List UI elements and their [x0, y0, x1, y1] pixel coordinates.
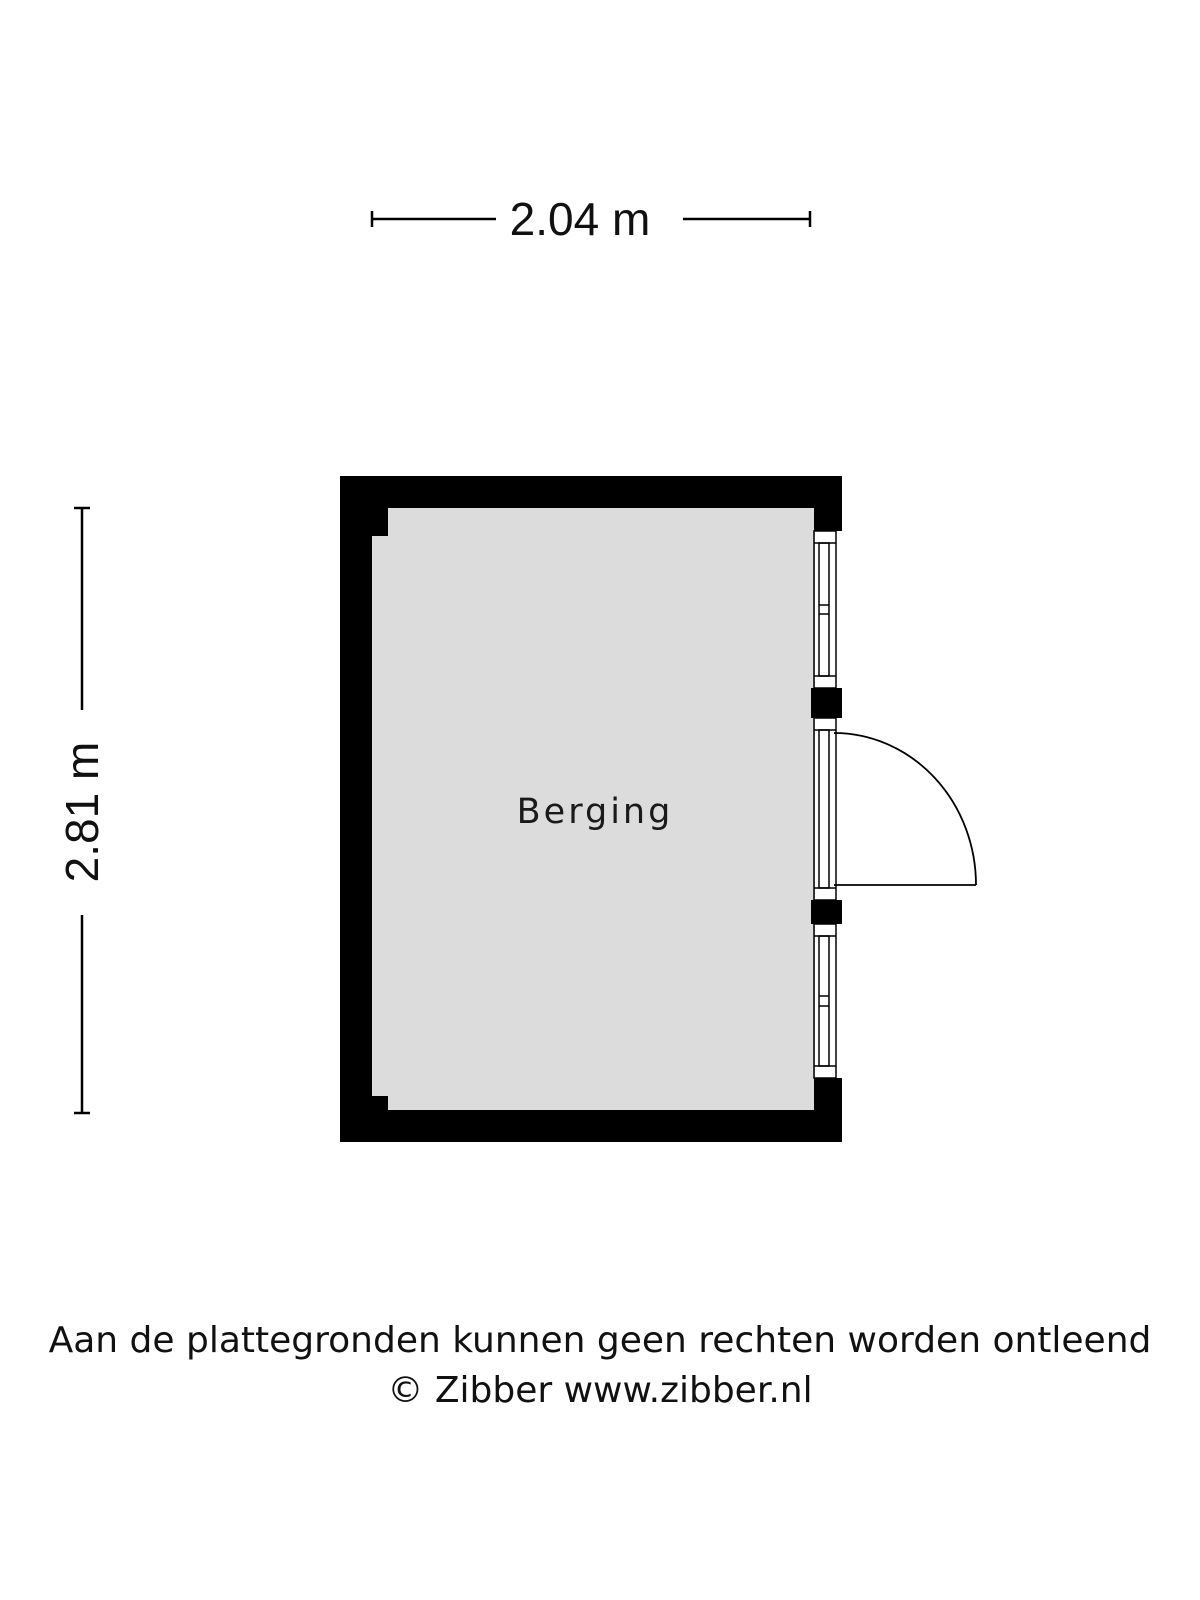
wall-left-nub-top	[372, 508, 388, 536]
width-dimension-label: 2.04 m	[509, 193, 651, 245]
door-frame	[814, 718, 836, 900]
wall-right-bottom	[814, 1078, 842, 1142]
window-upper	[814, 531, 836, 688]
copyright-text: © Zibber www.zibber.nl	[387, 1370, 813, 1411]
footer	[0, 1316, 1200, 1416]
disclaimer-text: Aan de plattegronden kunnen geen rechten worden ontleend	[48, 1320, 1152, 1361]
wall-top	[340, 476, 842, 508]
room-label-berging: Berging	[516, 792, 674, 832]
wall-bottom	[340, 1110, 842, 1142]
window-lower	[814, 924, 836, 1078]
door-swing	[834, 733, 976, 885]
height-dimension-text: 2.81 m	[56, 741, 108, 883]
pillar-lower	[811, 900, 842, 924]
wall-left	[340, 476, 372, 1142]
wall-right-top	[814, 476, 842, 531]
pillar-upper	[811, 688, 842, 718]
wall-left-nub-bottom	[372, 1096, 388, 1110]
